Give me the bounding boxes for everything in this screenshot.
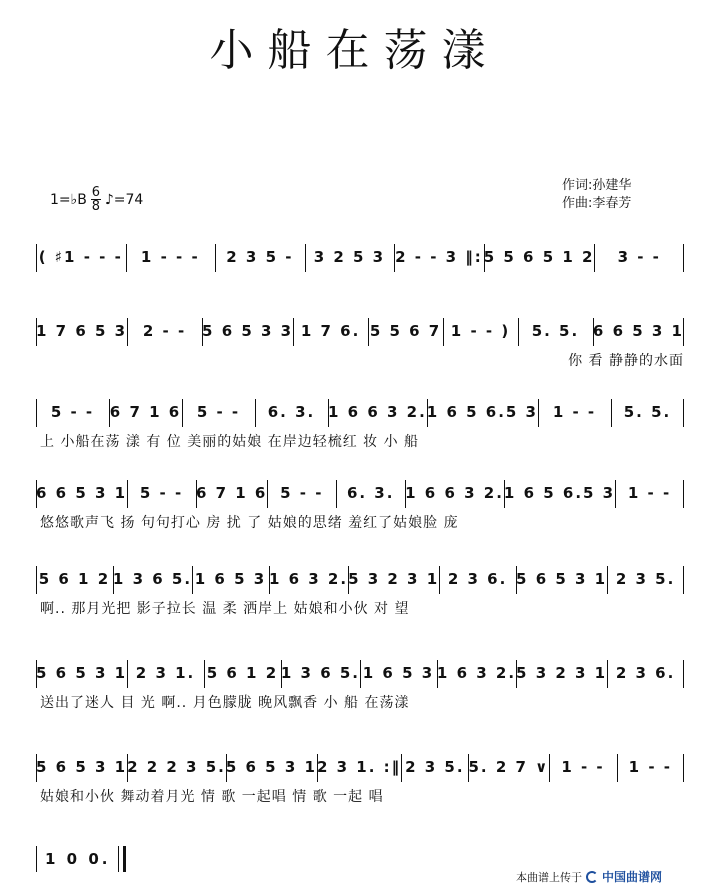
measure: 6. 3. <box>336 484 405 502</box>
lyrics-row: 悠悠歌声飞 扬 句句打心 房 扰 了 姑娘的思绪 羞红了姑娘脸 庞 <box>40 515 459 531</box>
site-logo-icon <box>586 871 598 883</box>
staff-system <box>36 660 684 720</box>
staff-system <box>36 754 684 814</box>
measure: 2 3 1. :‖ <box>316 758 402 776</box>
measure: 1 6 5 3 <box>360 664 437 682</box>
notes-row <box>36 399 684 425</box>
tempo-text: ♪=74 <box>104 191 144 208</box>
staff-system <box>36 244 684 304</box>
final-measure <box>36 846 126 872</box>
measure: 6 7 1 6 <box>109 403 182 421</box>
measure: 2 3 6. <box>439 570 516 588</box>
measure: 5 - - <box>36 403 109 421</box>
staff-system <box>36 566 684 626</box>
measure: 1 3 6 5. <box>280 664 361 682</box>
measure: 5 - - <box>127 484 196 502</box>
measure: 1 6 3 2. <box>436 664 517 682</box>
lyrics-row: 送出了迷人 目 光 啊.. 月色朦胧 晚风飘香 小 船 在荡漾 <box>40 695 410 711</box>
measure: 5 - - <box>267 484 336 502</box>
measure: 5 6 1 2 <box>204 664 281 682</box>
measure: 1 - - <box>617 758 684 776</box>
measure: 5. 5. <box>611 403 684 421</box>
measure: 1 - - <box>538 403 611 421</box>
measure: 2 - - <box>127 322 202 340</box>
measure: 5 5 6 7 <box>369 322 442 340</box>
measure: 2 3 5 - <box>215 248 305 266</box>
measure: 1 6 6 3 2. <box>405 484 504 502</box>
footer <box>516 868 662 885</box>
notes-row <box>36 480 684 506</box>
measure: 5 6 1 2 <box>36 570 113 588</box>
measure: 5 6 5 3 1 <box>36 758 128 776</box>
measure: 3 - - <box>594 248 684 266</box>
measure: 2 3 5. <box>607 570 684 588</box>
measure: 3 2 5 3 <box>305 248 395 266</box>
measure: 1 6 5 6.5 3 <box>503 484 616 502</box>
measure: 1 - - <box>615 484 684 502</box>
notes-row <box>36 660 684 686</box>
measure: 1 3 6 5. <box>112 570 193 588</box>
measure: 2 3 5. <box>401 758 468 776</box>
measure: 5 6 5 3 3 <box>202 322 294 340</box>
measure: 2 3 6. <box>607 664 684 682</box>
notes-row <box>36 566 684 592</box>
time-denominator: 8 <box>91 199 100 214</box>
measure: 5 5 6 5 1 2 <box>483 248 595 266</box>
measure: 2 - - 3 ‖: <box>395 248 483 266</box>
composer: 作曲:李春芳 <box>562 196 632 211</box>
measure: 5 6 5 3 1 <box>225 758 317 776</box>
measure: 1 7 6. <box>293 322 368 340</box>
measure: 1 6 5 6.5 3 <box>426 403 538 421</box>
measure: 2 2 2 3 5. <box>127 758 226 776</box>
staff-system <box>36 318 684 378</box>
lyrics-row: 啊.. 那月光把 影子拉长 温 柔 洒岸上 姑娘和小伙 对 望 <box>40 601 410 617</box>
staff-system <box>36 480 684 540</box>
lyrics-row: 姑娘和小伙 舞动着月光 情 歌 一起唱 情 歌 一起 唱 <box>40 789 384 805</box>
measure: 1 6 5 3 <box>192 570 269 588</box>
notes-row <box>36 318 684 344</box>
measure: 5 6 5 3 1 <box>516 570 608 588</box>
measure: 1 6 3 2. <box>268 570 349 588</box>
measure: 6 6 5 3 1 <box>592 322 684 340</box>
footer-text: 本曲谱上传于 <box>516 870 582 884</box>
measure: 6 6 5 3 1 <box>36 484 128 502</box>
measure: 6. 3. <box>255 403 328 421</box>
footer-brand: 中国曲谱网 <box>602 870 663 884</box>
measure: 5 - - <box>182 403 255 421</box>
notes-row <box>36 754 684 780</box>
lyrics-row: 上 小船在荡 漾 有 位 美丽的姑娘 在岸边轻梳红 妆 小 船 <box>40 434 420 450</box>
song-title: 小船在荡漾 <box>209 25 500 76</box>
key-signature <box>50 186 143 213</box>
measure: 6 7 1 6 <box>195 484 268 502</box>
final-notes: 1 0 0. <box>45 850 111 868</box>
time-signature <box>91 186 101 213</box>
lyricist: 作词:孙建华 <box>562 178 632 193</box>
measure: ( ♯1 - - - <box>36 248 126 266</box>
measure: 5 3 2 3 1 <box>516 664 608 682</box>
measure: 1 6 6 3 2. <box>328 403 427 421</box>
measure: 1 - - <box>549 758 616 776</box>
measure: 1 - - ) <box>443 322 518 340</box>
measure: 1 - - - <box>126 248 216 266</box>
credits <box>562 177 631 213</box>
lyrics-row: 你 看 静静的水面 <box>568 353 684 369</box>
measure: 5 3 2 3 1 <box>348 570 440 588</box>
measure: 5. 5. <box>518 322 593 340</box>
measure: 5. 2 7 ∨ <box>468 758 550 776</box>
key-text: 1=♭B <box>50 191 87 208</box>
measure: 5 6 5 3 1 <box>36 664 128 682</box>
time-numerator: 6 <box>91 185 100 200</box>
staff-system <box>36 399 684 459</box>
notes-row <box>36 244 684 270</box>
measure: 1 7 6 5 3 <box>36 322 128 340</box>
measure: 2 3 1. <box>127 664 204 682</box>
